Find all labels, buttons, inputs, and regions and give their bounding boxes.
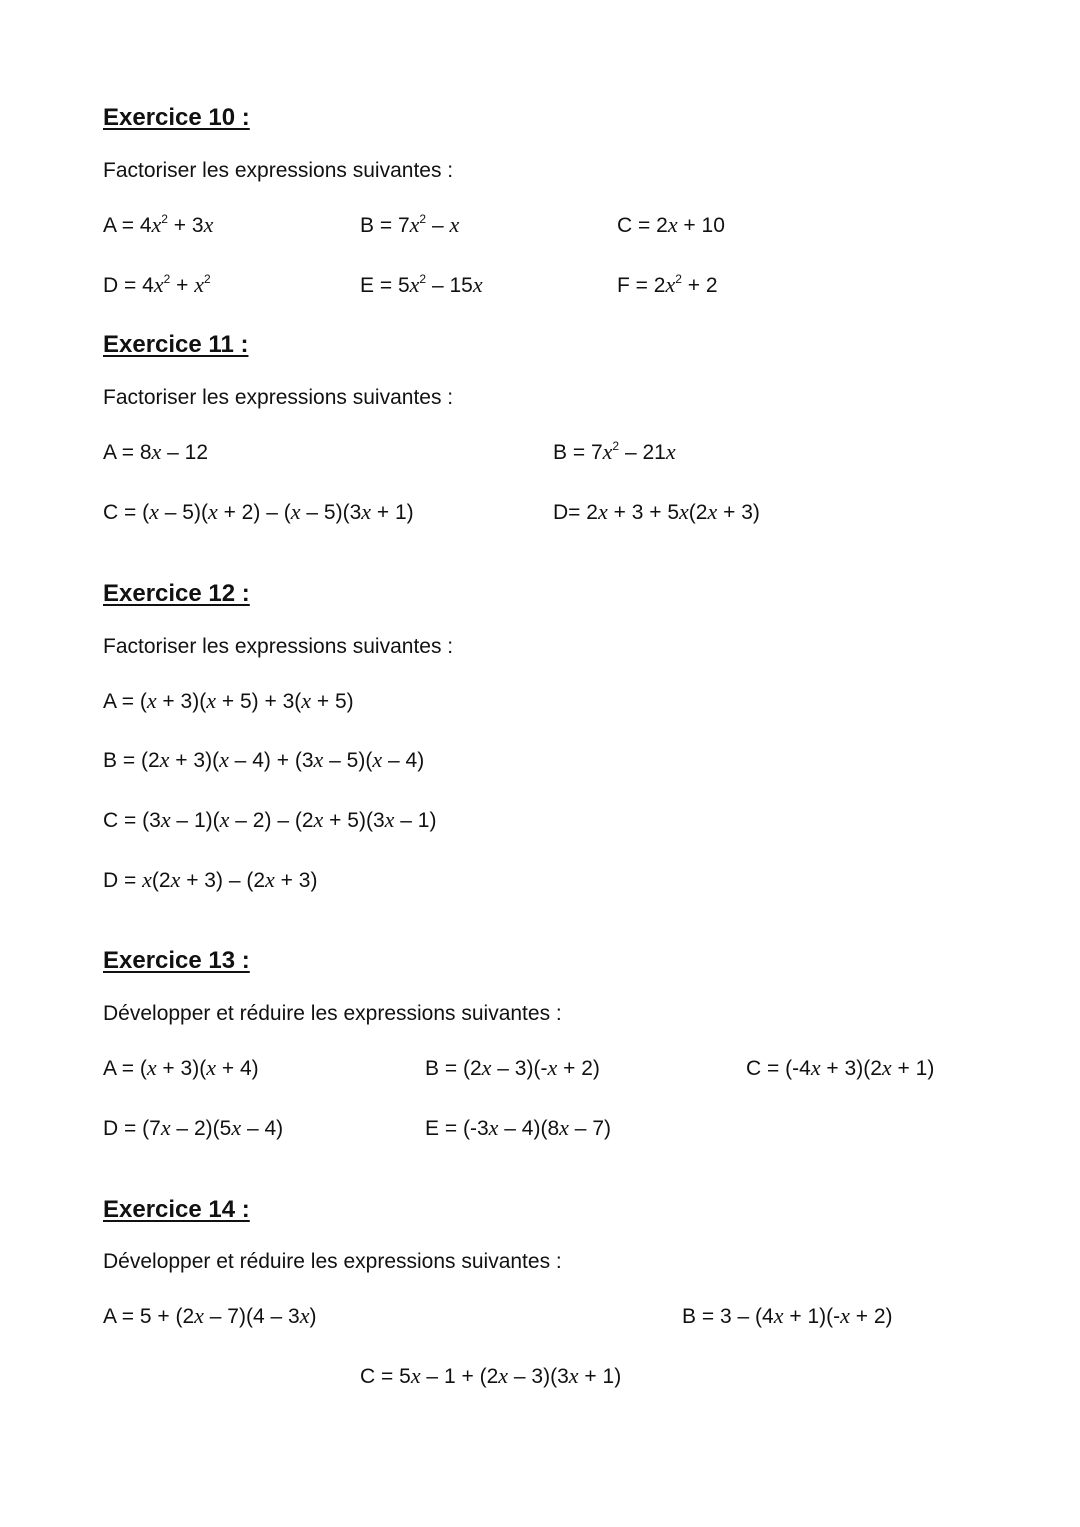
exercise-12-expression-b: B = (2x + 3)(x – 4) + (3x – 5)(x – 4) — [103, 747, 425, 772]
exercise-14-expression-b: B = 3 – (4x + 1)(-x + 2) — [682, 1303, 893, 1328]
exercise-14-expression-a: A = 5 + (2x – 7)(4 – 3x) — [103, 1303, 317, 1328]
exercise-11-expression-a: A = 8x – 12 — [103, 439, 209, 464]
exercise-11-expression-d: D= 2x + 3 + 5x(2x + 3) — [553, 499, 760, 524]
exercise-13-expression-e: E = (-3x – 4)(8x – 7) — [425, 1115, 611, 1140]
exercise-10-expression-a: $A = 4x^2 + 3x$ — [103, 212, 214, 237]
exercise-12-expression-c: C = (3x – 1)(x – 2) – (2x + 5)(3x – 1) — [103, 807, 437, 832]
exercise-14-expression-c: C = 5x – 1 + (2x – 3)(3x + 1) — [360, 1363, 622, 1388]
exercise-12-title: Exercice 12 : — [103, 580, 250, 607]
exercise-11-title: Exercice 11 : — [103, 331, 249, 358]
exercise-10-expression-b: $B = 7x^2 - x$ — [360, 212, 460, 237]
exercise-11-expression-c: C = (x – 5)(x + 2) – (x – 5)(3x + 1) — [103, 499, 414, 524]
exercise-13-expression-b: B = (2x – 3)(-x + 2) — [425, 1055, 600, 1080]
exercise-10-expression-e: $E = 5x^2 - 15x$ — [360, 272, 483, 297]
exercise-12-expression-a: A = (x + 3)(x + 5) + 3(x + 5) — [103, 688, 354, 713]
exercise-10-expression-c: C = 2x + 10 — [617, 212, 725, 237]
exercise-13-expression-c: C = (-4x + 3)(2x + 1) — [746, 1055, 935, 1080]
exercise-13-expression-d: D = (7x – 2)(5x – 4) — [103, 1115, 284, 1140]
exercise-14-title: Exercice 14 : — [103, 1196, 250, 1223]
exercise-11-instruction: Factoriser les expressions suivantes : — [103, 386, 454, 409]
exercise-13-instruction: Développer et réduire les expressions suivantes : — [103, 1002, 562, 1025]
exercise-13-title: Exercice 13 : — [103, 947, 250, 974]
exercise-12-expression-d: D = x(2x + 3) – (2x + 3) — [103, 867, 318, 892]
exercise-12-instruction: Factoriser les expressions suivantes : — [103, 635, 454, 658]
exercise-10-instruction: Factoriser les expressions suivantes : — [103, 159, 454, 182]
exercise-13-expression-a: A = (x + 3)(x + 4) — [103, 1055, 259, 1080]
exercise-11-expression-b: $B = 7x^2 - 21x$ — [553, 439, 676, 464]
exercise-10-title: Exercice 10 : — [103, 104, 250, 131]
exercise-10-expression-d: $D = 4x^2 + x^2$ — [103, 272, 211, 297]
exercise-10-expression-f: $F = 2x^2 + 2$ — [617, 272, 718, 297]
exercise-14-instruction: Développer et réduire les expressions suivantes : — [103, 1250, 562, 1273]
